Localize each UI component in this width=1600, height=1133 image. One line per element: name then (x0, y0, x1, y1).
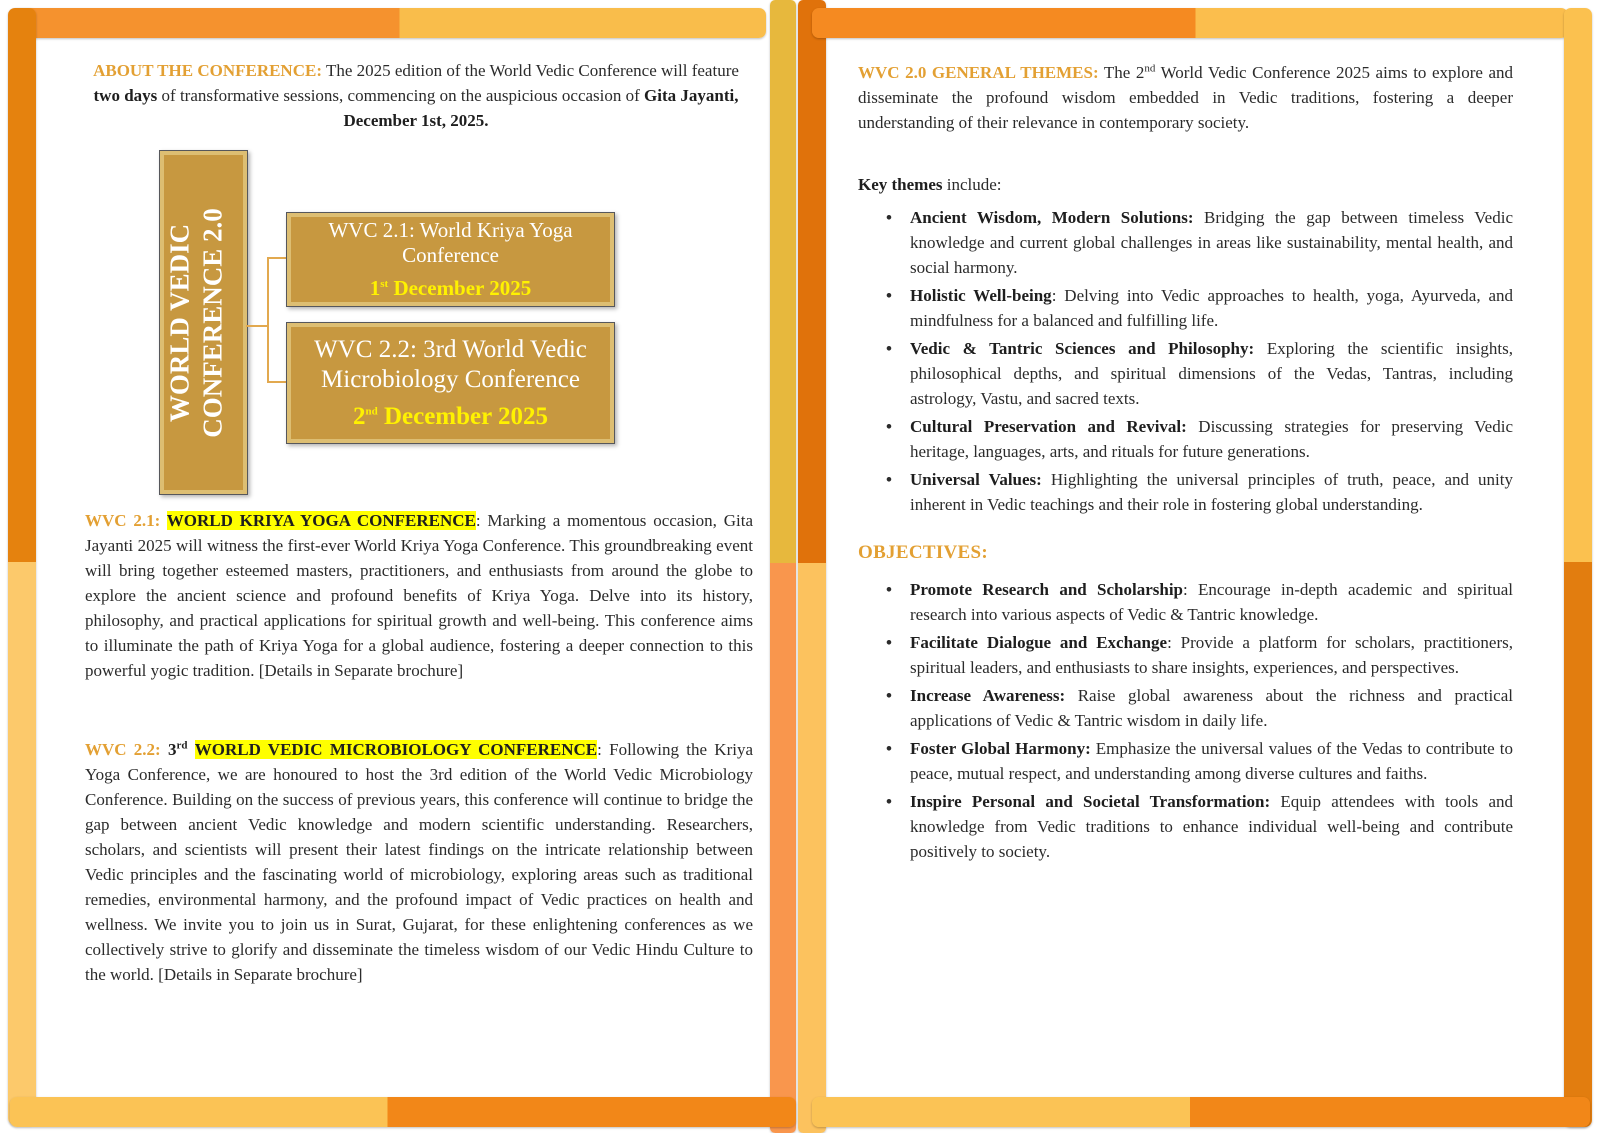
key-themes-rest: include: (942, 175, 1002, 194)
objective-item (880, 577, 1513, 627)
wvc21-body: : Marking a momentous occasion, Gita Jayanti 2025 will witness the first-ever World Kriya Yoga Conference. This groundbreaking event will bring together esteemed masters, practitioners, and enthusiasts from around the globe to explore the ancient science and profound benefits of Kriya Yoga. Delve into its history, philosophy, and practical applications for spiritual growth and well-being. This conference aims to illuminate the path of Kriya Yoga for a global audience, fostering a deeper connection to this powerful yogic tradition. [Details in Separate brochure] (85, 511, 753, 680)
about-text-1: The 2025 edition of the World Vedic Conference will feature (322, 61, 739, 80)
key-theme-text: Highlighting the universal principles of truth, peace, and unity inherent in Vedic teachings and their role in fostering global understanding. (910, 470, 1513, 514)
connector-vertical (267, 257, 269, 383)
objective-text: : Encourage in-depth academic and spiritual research into various aspects of Vedic & Tantric knowledge. (910, 580, 1513, 624)
node2-date-rest: December 2025 (377, 403, 549, 430)
about-heading: ABOUT THE CONFERENCE: (93, 61, 322, 80)
left-page-bottom-border (10, 1097, 796, 1127)
key-themes-list (880, 205, 1513, 520)
objective-text: : Provide a platform for scholars, practitioners, spiritual leaders, and enthusiasts to share insights, experiences, and perspectives. (910, 633, 1513, 677)
key-theme-text: Bridging the gap between timeless Vedic knowledge and current global challenges in areas like sustainability, mental health, and social harmony. (910, 208, 1514, 277)
themes-paragraph (858, 60, 1513, 135)
right-page-bottom-border (812, 1097, 1590, 1127)
objective-item (880, 736, 1513, 786)
wvc22-body: : Following the Kriya Yoga Conference, we are honoured to host the 3rd edition of the World Vedic Microbiology Conference. Building on the success of previous years, this conference will continue to bridge the gap between ancient Vedic knowledge and modern scientific understanding. Researchers, scholars, and scientists will present their latest findings on the intricate relationship between Vedic principles and the fascinating world of microbiology, exploring areas such as traditional remedies, environmental harmony, and the profound impact of Vedic practices on health and wellness. We invite you to join us in Surat, Gujarat, for these enlightening conferences as we collectively strive to glorify and disseminate the timeless wisdom of our Vedic Hindu Culture to the world. [Details in Separate brochure] (85, 740, 753, 984)
right-page-left-border (798, 0, 826, 1133)
left-page-top-border (10, 8, 766, 38)
objectives-heading: OBJECTIVES: (858, 542, 989, 563)
wvc21-label: WVC 2.1: (85, 511, 167, 530)
diagram-root-node (159, 150, 248, 495)
wvc22-highlight: WORLD VEDIC MICROBIOLOGY CONFERENCE (194, 740, 598, 759)
key-theme-item (880, 205, 1513, 280)
node2-date (353, 403, 548, 431)
diagram-root-label (164, 151, 244, 494)
left-page-left-border (8, 8, 36, 1125)
key-themes-line (858, 172, 1513, 197)
about-bold-date: Gita Jayanti, December 1st, 2025 (343, 86, 739, 130)
key-theme-text: : Delving into Vedic approaches to health, yoga, Ayurveda, and mindfulness for a balanced and fulfilling life. (910, 286, 1513, 330)
key-theme-lead: Vedic & Tantric Sciences and Philosophy: (910, 339, 1255, 358)
root-label-line1: WORLD VEDIC (164, 223, 195, 422)
node2-date-sup: nd (365, 405, 378, 418)
key-themes-bold: Key themes (858, 175, 943, 194)
objective-text: Emphasize the universal values of the Vedas to contribute to peace, mutual respect, and understanding among diverse cultures and faiths. (910, 739, 1513, 783)
wvc21-highlight: WORLD KRIYA YOGA CONFERENCE (166, 511, 476, 530)
key-theme-lead: Ancient Wisdom, Modern Solutions: (910, 208, 1194, 227)
objectives-list (880, 577, 1513, 867)
wvc22-space (187, 740, 194, 759)
about-bold-two-days: two days (93, 86, 158, 105)
node1-date-sup: st (380, 278, 389, 290)
objective-item (880, 789, 1513, 864)
node1-date-rest: December 2025 (388, 276, 532, 300)
wvc21-paragraph (85, 508, 753, 683)
objective-lead: Increase Awareness: (910, 686, 1066, 705)
left-page-right-border (770, 0, 796, 1133)
objective-lead: Promote Research and Scholarship (910, 580, 1183, 599)
node2-title: WVC 2.2: 3rd World Vedic Microbiology Conference (314, 336, 587, 393)
wvc22-label: WVC 2.2: (85, 740, 168, 759)
objective-lead: Foster Global Harmony: (910, 739, 1091, 758)
connector-trunk (246, 325, 268, 327)
wvc22-paragraph (85, 737, 753, 987)
about-text-3: . (484, 111, 489, 130)
right-page-top-border (812, 8, 1568, 38)
objective-lead: Facilitate Dialogue and Exchange (910, 633, 1168, 652)
connector-branch-1 (267, 257, 286, 259)
key-theme-item (880, 467, 1513, 517)
about-text-2: of transformative sessions, commencing on the auspicious occasion of (157, 86, 645, 105)
node1-date (370, 276, 532, 301)
connector-branch-2 (267, 381, 286, 383)
themes-intro-pre: The 2 (1098, 63, 1145, 82)
key-theme-lead: Universal Values: (910, 470, 1042, 489)
themes-heading: WVC 2.0 GENERAL THEMES: (858, 63, 1099, 82)
key-theme-text: Exploring the scientific insights, philosophical depths, and spiritual dimensions of the Vedas, Tantras, including astrology, Vastu, and sacred texts. (910, 339, 1514, 408)
key-theme-item (880, 283, 1513, 333)
about-paragraph (90, 58, 742, 133)
key-theme-text: Discussing strategies for preserving Vedic heritage, languages, arts, and rituals for future generations. (910, 417, 1513, 461)
wvc22-ordinal-base: 3 (167, 740, 177, 759)
key-theme-lead: Cultural Preservation and Revival: (910, 417, 1187, 436)
objective-text: Equip attendees with tools and knowledge from Vedic traditions to enhance individual well-being and contribute positively to society. (910, 792, 1513, 861)
objective-lead: Inspire Personal and Societal Transformation: (910, 792, 1271, 811)
diagram-node-wvc22 (286, 322, 615, 444)
node1-date-base: 1 (369, 276, 381, 300)
objective-item (880, 630, 1513, 680)
diagram-node-wvc21 (286, 212, 615, 307)
objective-item (880, 683, 1513, 733)
key-theme-item (880, 414, 1513, 464)
root-label-line2: CONFERENCE 2.0 (197, 207, 228, 438)
right-page-right-border (1564, 8, 1592, 1127)
themes-intro-sup: nd (1144, 62, 1156, 75)
wvc22-ordinal (168, 740, 188, 759)
wvc22-ordinal-sup: rd (176, 739, 188, 752)
key-theme-item (880, 336, 1513, 411)
key-theme-lead: Holistic Well-being (910, 286, 1052, 305)
themes-intro-post: World Vedic Conference 2025 aims to explore and disseminate the profound wisdom embedded in Vedic traditions, fostering a deeper understanding of their relevance in contemporary society. (858, 63, 1514, 132)
objective-text: Raise global awareness about the richness and practical applications of Vedic & Tantric wisdom in daily life. (910, 686, 1513, 730)
node2-date-base: 2 (352, 403, 366, 430)
node1-title: WVC 2.1: World Kriya Yoga Conference (328, 218, 573, 267)
